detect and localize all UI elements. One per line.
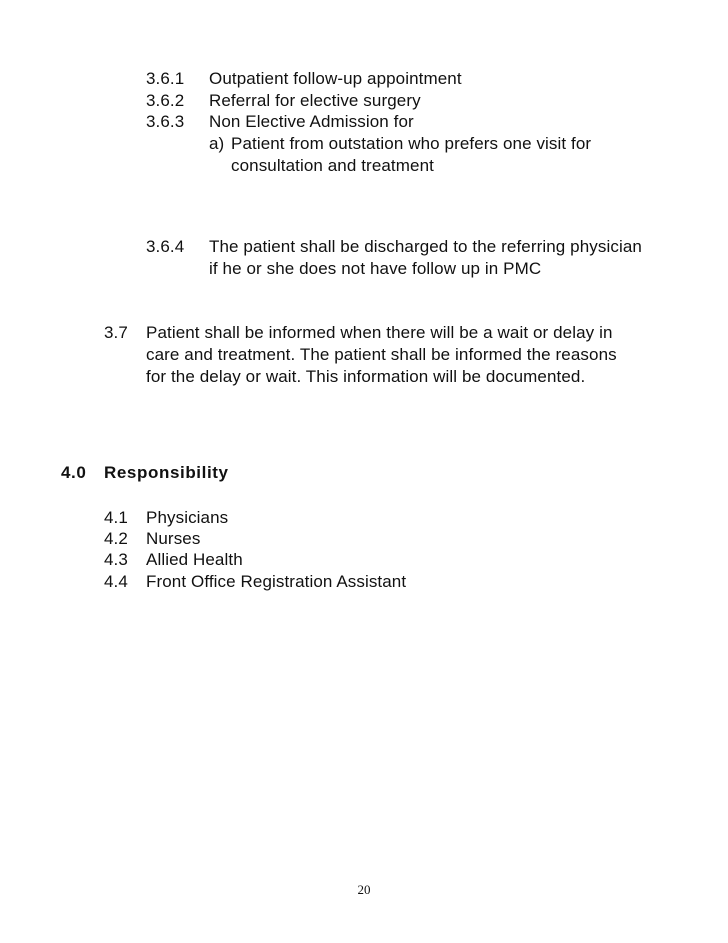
item-number: 3.6.4 (146, 237, 185, 256)
item-text-line2: care and treatment. The patient shall be informed the reasons (146, 345, 617, 364)
item-number: 4.2 (104, 529, 128, 548)
item-number: 3.7 (104, 323, 128, 342)
item-text: Front Office Registration Assistant (146, 572, 407, 591)
heading-text: Responsibility (104, 463, 229, 482)
sub-item-text-line2: consultation and treatment (231, 156, 434, 175)
item-number: 3.6.3 (146, 112, 185, 131)
item-number: 4.4 (104, 572, 128, 591)
item-text-line3: for the delay or wait. This information will be documented. (146, 367, 586, 386)
item-number: 4.1 (104, 508, 128, 527)
item-text: Nurses (146, 529, 201, 548)
item-text-line2: if he or she does not have follow up in PMC (209, 259, 542, 278)
item-text: Non Elective Admission for (209, 112, 414, 131)
item-number: 3.6.2 (146, 91, 185, 110)
page-number: 20 (357, 882, 371, 897)
sub-item-text-line1: Patient from outstation who prefers one visit for (231, 134, 592, 153)
heading-number: 4.0 (61, 463, 87, 482)
item-text-line1: Patient shall be informed when there will be a wait or delay in (146, 323, 613, 342)
item-number: 3.6.1 (146, 69, 185, 88)
item-text: Outpatient follow-up appointment (209, 69, 462, 88)
item-text: Referral for elective surgery (209, 91, 421, 110)
item-text: Physicians (146, 508, 229, 527)
item-number: 4.3 (104, 550, 128, 569)
sub-item-marker: a) (209, 134, 225, 153)
item-text-line1: The patient shall be discharged to the referring physician (209, 237, 642, 256)
item-text: Allied Health (146, 550, 243, 569)
